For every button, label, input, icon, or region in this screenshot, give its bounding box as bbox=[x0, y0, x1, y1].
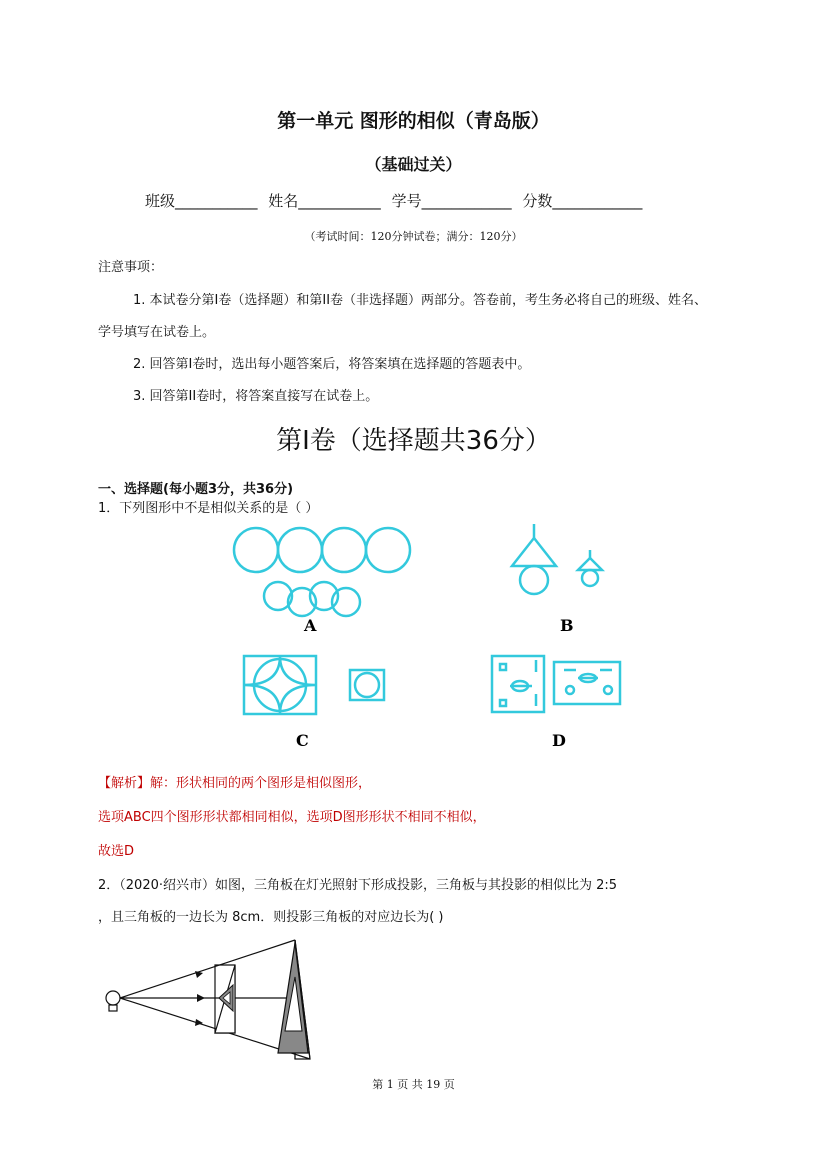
notice-item-1-line-2: 学号填写在试卷上。 bbox=[98, 325, 216, 340]
question-1-analysis-line-3: 故选D bbox=[98, 844, 135, 859]
score-field[interactable]: 分数____________ bbox=[522, 192, 643, 210]
notice-item-2: 2. 回答第I卷时，选出每小题答案后，将答案填在选择题的答题表中。 bbox=[133, 357, 531, 372]
option-c-label: C bbox=[296, 731, 309, 750]
section-heading: 一、选择题(每小题3分，共36分) bbox=[98, 482, 294, 497]
page-footer: 第 1 页 共 19 页 bbox=[372, 1078, 455, 1091]
class-field[interactable]: 班级___________ bbox=[145, 192, 258, 210]
figure-c-squares bbox=[244, 656, 384, 714]
notice-item-3: 3. 回答第II卷时，将答案直接写在试卷上。 bbox=[133, 389, 379, 404]
question-1-analysis-line-2: 选项ABC四个图形形状都相同相似，选项D图形形状不相同不相似， bbox=[98, 810, 486, 825]
question-1-figures bbox=[220, 520, 640, 760]
question-1-analysis-line-1: 【解析】解：形状相同的两个图形是相似图形， bbox=[98, 776, 372, 791]
option-b-label: B bbox=[560, 616, 574, 635]
small-triangle-board bbox=[215, 965, 235, 1033]
option-a-label: A bbox=[304, 616, 317, 635]
student-id-field[interactable]: 学号____________ bbox=[391, 192, 512, 210]
name-field[interactable]: 姓名___________ bbox=[268, 192, 381, 210]
question-2-stem-line-1: 2．（2020·绍兴市）如图，三角板在灯光照射下形成投影，三角板与其投影的相似比为 2:5 bbox=[98, 878, 618, 893]
question-1-stem: 1．下列图形中不是相似关系的是（ ） bbox=[98, 501, 319, 516]
document-subtitle: （基础过关） bbox=[365, 155, 462, 174]
notice-item-1-line-1: 1. 本试卷分第I卷（选择题）和第II卷（非选择题）两部分。答卷前，考生务必将自己的班级、姓名、 bbox=[133, 293, 708, 308]
light-bulb-icon bbox=[106, 991, 120, 1005]
exam-info: （考试时间：120分钟试卷；满分：120分） bbox=[304, 230, 523, 243]
document-title: 第一单元 图形的相似（青岛版） bbox=[277, 110, 550, 132]
option-d-label: D bbox=[552, 731, 566, 750]
figure-b-lamps bbox=[512, 524, 602, 594]
part-one-title: 第I卷（选择题共36分） bbox=[276, 426, 551, 456]
figure-d-rectangles bbox=[492, 656, 620, 712]
figure-a-rings bbox=[234, 528, 410, 616]
student-info-fields bbox=[145, 190, 648, 211]
question-2-stem-line-2: ，且三角板的一边长为 8cm．则投影三角板的对应边长为( ) bbox=[98, 910, 444, 925]
question-2-projection-figure bbox=[95, 935, 325, 1065]
notice-heading: 注意事项： bbox=[98, 260, 164, 275]
